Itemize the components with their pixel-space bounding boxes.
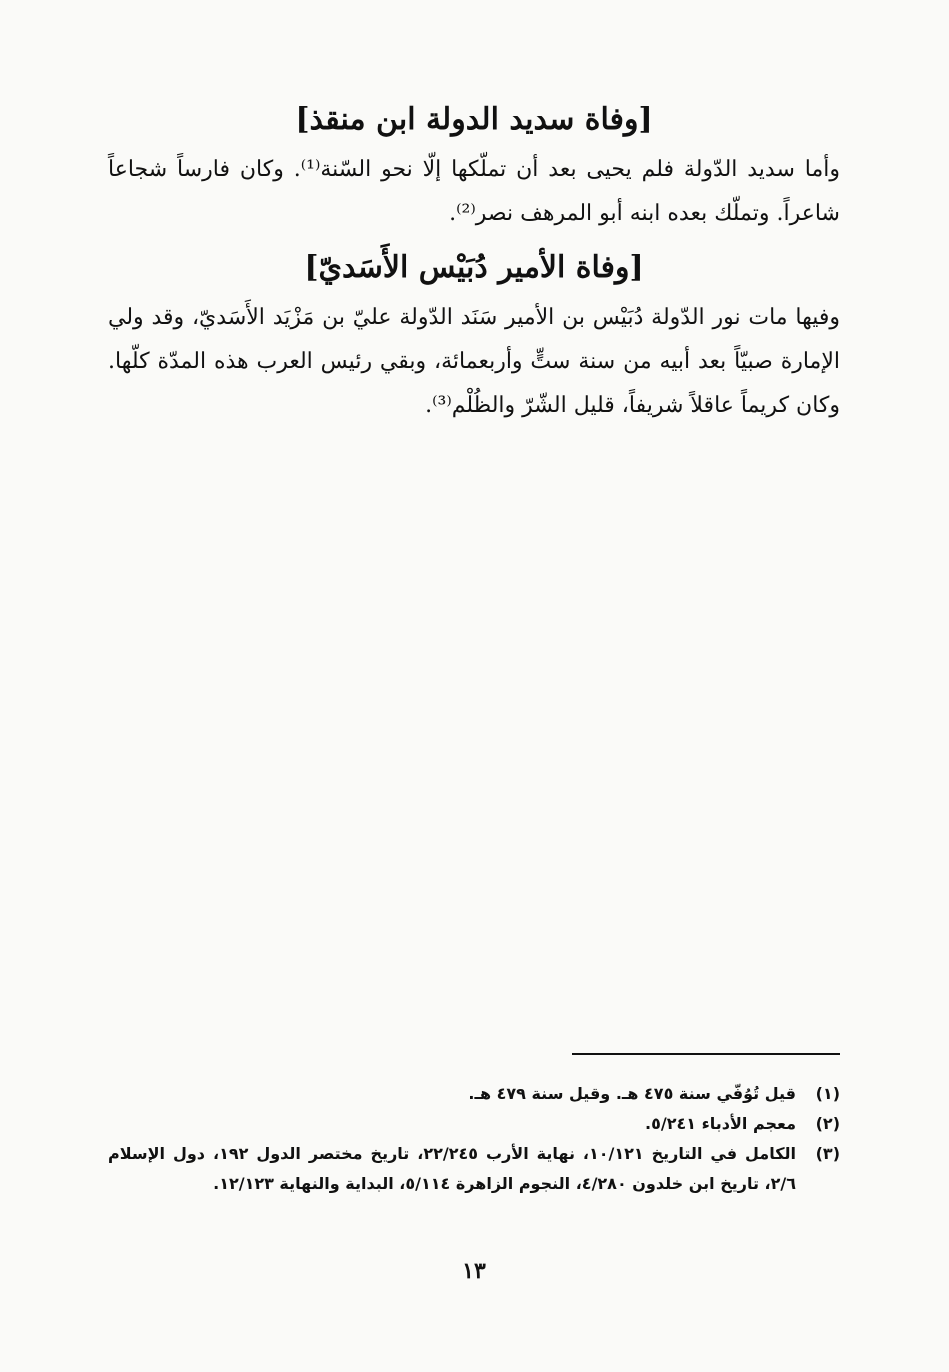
book-page (108, 98, 840, 1298)
section-heading-dubays: [وفاة الأمير دُبَيْس الأَسَديّ] (304, 250, 644, 285)
paragraph-sadid: وأما سديد الدّولة فلم يحيى بعد أن تملّكها إلّا نحو السّنة⁽¹⁾. وكان فارساً شجاعاً شاعراً. وتملّك بعده ابنه أبو المرهف نصر⁽²⁾. (108, 157, 840, 226)
footnote-number: (٣) (815, 1144, 840, 1163)
paragraph-dubays: وفيها مات نور الدّولة دُبَيْس بن الأمير سَنَد الدّولة عليّ بن مَزْيَد الأَسَديّ، وقد ولي الإمارة صبيّاً بعد أبيه من سنة ستٍّ وأربعمائة، وبقي رئيس العرب هذه المدّة كلّها. وكان كريماً عاقلاً شريفاً، قليل الشّرّ والظُلْم⁽³⁾. (108, 305, 840, 418)
page-number: ١٣ (462, 1258, 486, 1284)
footnote-number: (١) (815, 1084, 840, 1103)
footnote-text: الكامل في التاريخ ١٠/١٢١، نهاية الأرب ٢٢/٢٤٥، تاريخ مختصر الدول ١٩٢، دول الإسلام ٢/٦، تاريخ ابن خلدون ٤/٢٨٠، النجوم الزاهرة ٥/١١٤، البداية والنهاية ١٢/١٢٣. (108, 1144, 797, 1193)
footnote-3 (108, 1139, 840, 1199)
footnote-divider (572, 1053, 840, 1055)
footnote-text: معجم الأدباء ٥/٢٤١. (645, 1114, 796, 1133)
footnote-text: قيل تُوُفّي سنة ٤٧٥ هـ. وقيل سنة ٤٧٩ هـ. (468, 1084, 796, 1103)
footnote-2 (108, 1109, 840, 1139)
footnotes (108, 1053, 840, 1199)
footnote-number: (٢) (815, 1114, 840, 1133)
section-heading-sadid: [وفاة سديد الدولة ابن منقذ] (295, 102, 653, 137)
footnote-1 (108, 1079, 840, 1109)
